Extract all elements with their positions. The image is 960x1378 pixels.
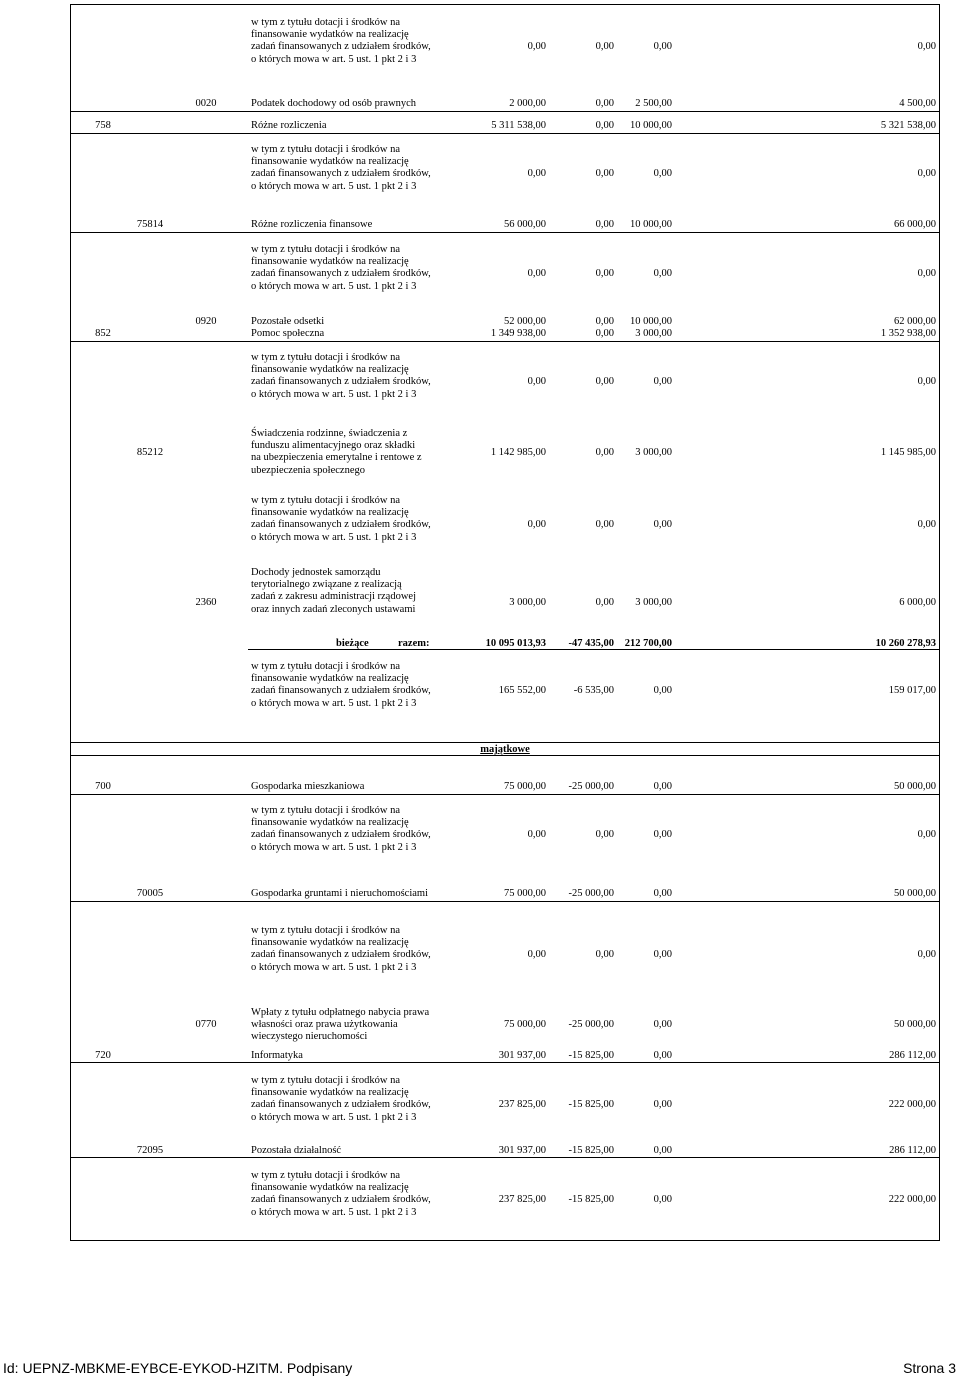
totals-sub-decrease: -6 535,00 bbox=[573, 685, 614, 696]
row-decrease-value: -25 000,00 bbox=[568, 888, 614, 899]
row-decrease-value: 0,00 bbox=[595, 949, 614, 960]
row-decrease-value: 0,00 bbox=[595, 328, 614, 339]
row-after-change-value: 5 321 538,00 bbox=[880, 120, 936, 131]
row-decrease-value: -25 000,00 bbox=[568, 1019, 614, 1030]
row-description: w tym z tytułu dotacji i środków na finansowanie wydatków na realizację zadań finansowanych z udziałem środków, o których mowa w art. 5 ust. 1 pkt 2 i 3 bbox=[251, 244, 431, 292]
row-code: 758 bbox=[95, 120, 111, 131]
row-description: Pomoc społeczna bbox=[251, 328, 325, 339]
row-after-change-value: 50 000,00 bbox=[894, 781, 936, 792]
row-decrease-value: 0,00 bbox=[595, 168, 614, 179]
row-decrease-value: 0,00 bbox=[595, 376, 614, 387]
row-decrease-value: 0,00 bbox=[595, 219, 614, 230]
row-decrease-value: -15 825,00 bbox=[568, 1050, 614, 1061]
row-description: Podatek dochodowy od osób prawnych bbox=[251, 98, 417, 109]
row-description: w tym z tytułu dotacji i środków na finansowanie wydatków na realizację zadań finansowanych z udziałem środków, o których mowa w art. 5 ust. 1 pkt 2 i 3 bbox=[251, 17, 431, 65]
row-plan-value: 1 142 985,00 bbox=[490, 447, 546, 458]
totals-sub-after-change: 159 017,00 bbox=[888, 685, 936, 696]
totals-underline bbox=[248, 649, 940, 650]
row-after-change-value: 50 000,00 bbox=[894, 888, 936, 899]
row-description: Różne rozliczenia bbox=[251, 120, 327, 131]
totals-label-biezace: bieżące bbox=[336, 638, 369, 649]
row-after-change-value: 1 145 985,00 bbox=[880, 447, 936, 458]
footer-page-number: Strona 3 bbox=[903, 1360, 956, 1376]
row-after-change-value: 4 500,00 bbox=[899, 98, 936, 109]
row-separator bbox=[70, 232, 940, 233]
row-increase-value: 0,00 bbox=[653, 949, 672, 960]
row-code: 0770 bbox=[195, 1019, 217, 1030]
row-separator bbox=[70, 901, 940, 902]
row-after-change-value: 286 112,00 bbox=[889, 1050, 936, 1061]
row-description: Dochody jednostek samorządu terytorialnego związane z realizacją zadań z zakresu administracji rządowej oraz innych zadań zleconych ustawami bbox=[251, 567, 417, 615]
row-description: w tym z tytułu dotacji i środków na finansowanie wydatków na realizację zadań finansowanych z udziałem środków, o których mowa w art. 5 ust. 1 pkt 2 i 3 bbox=[251, 1170, 431, 1218]
row-description: w tym z tytułu dotacji i środków na finansowanie wydatków na realizację zadań finansowanych z udziałem środków, o których mowa w art. 5 ust. 1 pkt 2 i 3 bbox=[251, 495, 431, 543]
row-description: w tym z tytułu dotacji i środków na finansowanie wydatków na realizację zadań finansowanych z udziałem środków, o których mowa w art. 5 ust. 1 pkt 2 i 3 bbox=[251, 352, 431, 400]
totals-plan: 10 095 013,93 bbox=[485, 638, 546, 649]
row-plan-value: 0,00 bbox=[527, 949, 546, 960]
row-description: Wpłaty z tytułu odpłatnego nabycia prawa własności oraz prawa użytkowania wieczystego nieruchomości bbox=[251, 1007, 430, 1043]
row-plan-value: 0,00 bbox=[527, 268, 546, 279]
row-separator bbox=[70, 111, 940, 112]
row-increase-value: 0,00 bbox=[653, 1194, 672, 1205]
row-increase-value: 0,00 bbox=[653, 41, 672, 52]
row-code: 85212 bbox=[136, 447, 164, 458]
row-code: 700 bbox=[95, 781, 111, 792]
row-plan-value: 0,00 bbox=[527, 829, 546, 840]
row-separator bbox=[70, 341, 940, 342]
row-decrease-value: 0,00 bbox=[595, 597, 614, 608]
row-plan-value: 1 349 938,00 bbox=[490, 328, 546, 339]
row-plan-value: 75 000,00 bbox=[504, 1019, 546, 1030]
section-header-majatkowe: majątkowe bbox=[70, 742, 940, 756]
row-increase-value: 10 000,00 bbox=[630, 219, 672, 230]
row-plan-value: 301 937,00 bbox=[498, 1145, 546, 1156]
totals-decrease: -47 435,00 bbox=[568, 638, 614, 649]
row-increase-value: 0,00 bbox=[653, 829, 672, 840]
row-after-change-value: 50 000,00 bbox=[894, 1019, 936, 1030]
row-plan-value: 0,00 bbox=[527, 376, 546, 387]
row-decrease-value: 0,00 bbox=[595, 41, 614, 52]
row-plan-value: 3 000,00 bbox=[509, 597, 546, 608]
row-description: Świadczenia rodzinne, świadczenia z funduszu alimentacyjnego oraz składki na ubezpieczenia emerytalne i rentowe z ubezpieczenia społecznego bbox=[251, 428, 422, 476]
row-plan-value: 75 000,00 bbox=[504, 781, 546, 792]
row-separator bbox=[70, 1157, 940, 1158]
row-decrease-value: 0,00 bbox=[595, 829, 614, 840]
row-increase-value: 0,00 bbox=[653, 1019, 672, 1030]
row-description: Pozostałe odsetki bbox=[251, 316, 325, 327]
row-plan-value: 237 825,00 bbox=[498, 1099, 546, 1110]
row-description: Gospodarka gruntami i nieruchomościami bbox=[251, 888, 428, 899]
row-code: 75814 bbox=[136, 219, 164, 230]
footer-document-id: Id: UEPNZ-MBKME-EYBCE-EYKOD-HZITM. Podpisany bbox=[3, 1360, 353, 1376]
row-after-change-value: 62 000,00 bbox=[894, 316, 936, 327]
row-plan-value: 2 000,00 bbox=[509, 98, 546, 109]
row-increase-value: 3 000,00 bbox=[635, 447, 672, 458]
totals-sub-increase: 0,00 bbox=[653, 685, 672, 696]
row-decrease-value: -15 825,00 bbox=[568, 1145, 614, 1156]
row-after-change-value: 0,00 bbox=[917, 268, 936, 279]
row-separator bbox=[70, 794, 940, 795]
row-separator bbox=[70, 1062, 940, 1063]
totals-sub-desc: w tym z tytułu dotacji i środków na finansowanie wydatków na realizację zadań finansowanych z udziałem środków, o których mowa w art. 5 ust. 1 pkt 2 i 3 bbox=[251, 661, 431, 709]
row-description: w tym z tytułu dotacji i środków na finansowanie wydatków na realizację zadań finansowanych z udziałem środków, o których mowa w art. 5 ust. 1 pkt 2 i 3 bbox=[251, 805, 431, 853]
row-after-change-value: 0,00 bbox=[917, 519, 936, 530]
row-code: 0920 bbox=[195, 316, 217, 327]
row-increase-value: 2 500,00 bbox=[635, 98, 672, 109]
row-separator bbox=[70, 133, 940, 134]
row-increase-value: 0,00 bbox=[653, 376, 672, 387]
row-increase-value: 3 000,00 bbox=[635, 328, 672, 339]
totals-sub-plan: 165 552,00 bbox=[498, 685, 546, 696]
row-increase-value: 0,00 bbox=[653, 888, 672, 899]
row-code: 72095 bbox=[136, 1145, 164, 1156]
row-plan-value: 0,00 bbox=[527, 41, 546, 52]
row-plan-value: 56 000,00 bbox=[504, 219, 546, 230]
row-decrease-value: 0,00 bbox=[595, 120, 614, 131]
row-description: w tym z tytułu dotacji i środków na finansowanie wydatków na realizację zadań finansowanych z udziałem środków, o których mowa w art. 5 ust. 1 pkt 2 i 3 bbox=[251, 925, 431, 973]
row-increase-value: 0,00 bbox=[653, 519, 672, 530]
row-description: Informatyka bbox=[251, 1050, 303, 1061]
row-description: Różne rozliczenia finansowe bbox=[251, 219, 373, 230]
row-increase-value: 0,00 bbox=[653, 1050, 672, 1061]
totals-label-razem: razem: bbox=[398, 638, 430, 649]
totals-after-change: 10 260 278,93 bbox=[875, 638, 936, 649]
row-plan-value: 301 937,00 bbox=[498, 1050, 546, 1061]
row-code: 0020 bbox=[195, 98, 217, 109]
row-plan-value: 52 000,00 bbox=[504, 316, 546, 327]
row-description: Gospodarka mieszkaniowa bbox=[251, 781, 365, 792]
row-after-change-value: 1 352 938,00 bbox=[880, 328, 936, 339]
row-after-change-value: 0,00 bbox=[917, 949, 936, 960]
row-increase-value: 3 000,00 bbox=[635, 597, 672, 608]
row-decrease-value: 0,00 bbox=[595, 316, 614, 327]
row-description: w tym z tytułu dotacji i środków na finansowanie wydatków na realizację zadań finansowanych z udziałem środków, o których mowa w art. 5 ust. 1 pkt 2 i 3 bbox=[251, 1075, 431, 1123]
row-code: 70005 bbox=[136, 888, 164, 899]
row-increase-value: 0,00 bbox=[653, 781, 672, 792]
row-decrease-value: -15 825,00 bbox=[568, 1099, 614, 1110]
row-increase-value: 0,00 bbox=[653, 1099, 672, 1110]
row-code: 852 bbox=[95, 328, 111, 339]
row-after-change-value: 66 000,00 bbox=[894, 219, 936, 230]
totals-increase: 212 700,00 bbox=[624, 638, 672, 649]
row-code: 2360 bbox=[195, 597, 217, 608]
row-increase-value: 0,00 bbox=[653, 1145, 672, 1156]
row-plan-value: 0,00 bbox=[527, 519, 546, 530]
row-after-change-value: 0,00 bbox=[917, 376, 936, 387]
row-plan-value: 5 311 538,00 bbox=[491, 120, 546, 131]
row-plan-value: 75 000,00 bbox=[504, 888, 546, 899]
row-description: w tym z tytułu dotacji i środków na finansowanie wydatków na realizację zadań finansowanych z udziałem środków, o których mowa w art. 5 ust. 1 pkt 2 i 3 bbox=[251, 144, 431, 192]
row-decrease-value: -25 000,00 bbox=[568, 781, 614, 792]
row-plan-value: 237 825,00 bbox=[498, 1194, 546, 1205]
row-increase-value: 10 000,00 bbox=[630, 120, 672, 131]
row-after-change-value: 6 000,00 bbox=[899, 597, 936, 608]
row-increase-value: 0,00 bbox=[653, 168, 672, 179]
row-after-change-value: 0,00 bbox=[917, 829, 936, 840]
row-after-change-value: 286 112,00 bbox=[889, 1145, 936, 1156]
row-after-change-value: 222 000,00 bbox=[888, 1194, 936, 1205]
row-after-change-value: 0,00 bbox=[917, 168, 936, 179]
row-description: Pozostała działalność bbox=[251, 1145, 342, 1156]
row-decrease-value: 0,00 bbox=[595, 519, 614, 530]
row-increase-value: 0,00 bbox=[653, 268, 672, 279]
row-decrease-value: -15 825,00 bbox=[568, 1194, 614, 1205]
row-decrease-value: 0,00 bbox=[595, 98, 614, 109]
row-after-change-value: 0,00 bbox=[917, 41, 936, 52]
row-increase-value: 10 000,00 bbox=[630, 316, 672, 327]
row-after-change-value: 222 000,00 bbox=[888, 1099, 936, 1110]
row-plan-value: 0,00 bbox=[527, 168, 546, 179]
row-code: 720 bbox=[95, 1050, 111, 1061]
row-decrease-value: 0,00 bbox=[595, 268, 614, 279]
row-decrease-value: 0,00 bbox=[595, 447, 614, 458]
